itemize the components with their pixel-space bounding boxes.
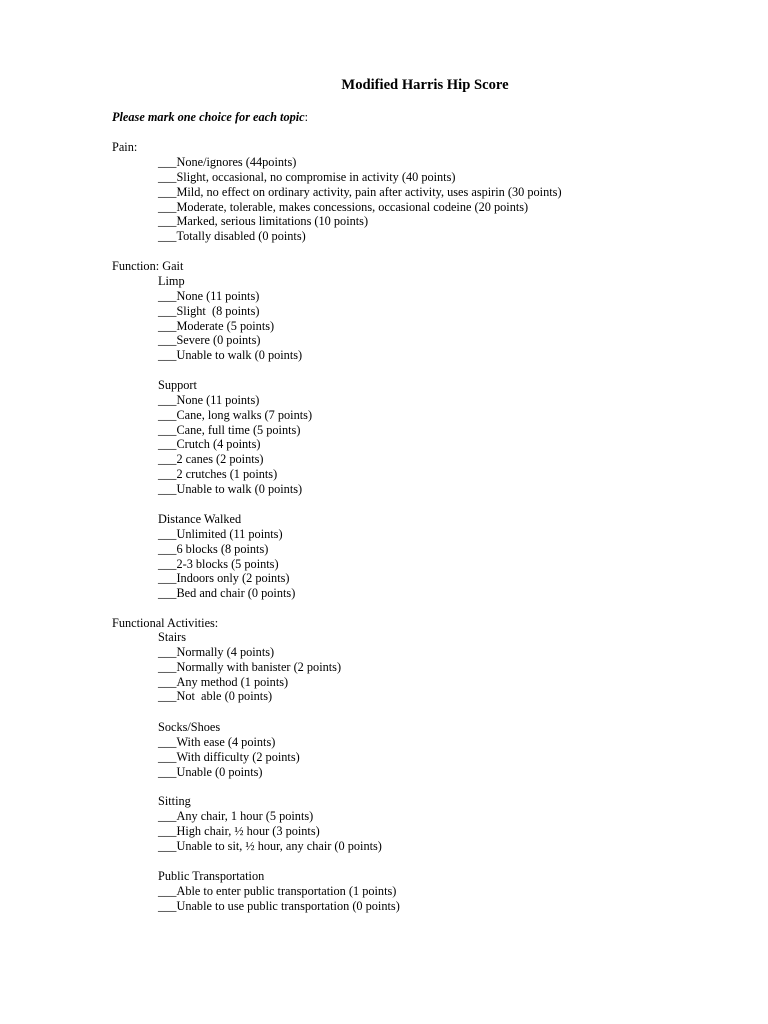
stairs-heading: Stairs: [158, 630, 187, 644]
support-group: [158, 378, 312, 497]
pain-option[interactable]: ___Moderate, tolerable, makes concessions, occasional codeine (20 points): [158, 199, 529, 214]
sitting-option[interactable]: ___Any chair, 1 hour (5 points): [158, 808, 314, 823]
stairs-option[interactable]: ___Normally with banister (2 points): [158, 659, 342, 674]
sitting-group: [158, 794, 382, 853]
stairs-group: [158, 630, 341, 704]
limp-option[interactable]: ___Slight (8 points): [158, 303, 260, 318]
socks-shoes-option[interactable]: ___With difficulty (2 points): [158, 749, 300, 764]
socks-shoes-option[interactable]: ___With ease (4 points): [158, 734, 276, 749]
limp-option[interactable]: ___None (11 points): [158, 288, 260, 303]
instruction-text: [112, 110, 308, 125]
support-option[interactable]: ___None (11 points): [158, 392, 260, 407]
distance-group: [158, 512, 295, 601]
socks-shoes-option[interactable]: ___Unable (0 points): [158, 764, 263, 779]
pain-option[interactable]: ___Marked, serious limitations (10 points): [158, 214, 369, 229]
socks-shoes-group: [158, 720, 300, 779]
stairs-option[interactable]: ___Not able (0 points): [158, 689, 273, 704]
stairs-option[interactable]: ___Any method (1 points): [158, 674, 289, 689]
sitting-heading: Sitting: [158, 794, 191, 808]
limp-group: [158, 274, 302, 363]
pain-options: [158, 155, 562, 244]
pain-option[interactable]: ___Mild, no effect on ordinary activity, pain after activity, uses aspirin (30 points): [158, 184, 562, 199]
pain-option[interactable]: ___Totally disabled (0 points): [158, 229, 306, 244]
support-option[interactable]: ___2 canes (2 points): [158, 452, 264, 467]
distance-option[interactable]: ___Unlimited (11 points): [158, 526, 283, 541]
public-transportation-option[interactable]: ___Unable to use public transportation (0 points): [158, 898, 400, 913]
limp-option[interactable]: ___Severe (0 points): [158, 333, 261, 348]
support-option[interactable]: ___Unable to walk (0 points): [158, 481, 303, 496]
distance-option[interactable]: ___6 blocks (8 points): [158, 541, 269, 556]
public-transportation-option[interactable]: ___Able to enter public transportation (1 points): [158, 883, 397, 898]
distance-option[interactable]: ___Bed and chair (0 points): [158, 586, 296, 601]
support-option[interactable]: ___Cane, full time (5 points): [158, 422, 301, 437]
public-transportation-group: [158, 869, 400, 914]
pain-label: Pain:: [112, 140, 138, 154]
distance-option[interactable]: ___Indoors only (2 points): [158, 571, 290, 586]
limp-heading: Limp: [158, 274, 185, 288]
support-option[interactable]: ___2 crutches (1 points): [158, 467, 278, 482]
page-title: Modified Harris Hip Score: [341, 77, 509, 93]
pain-option[interactable]: ___None/ignores (44points): [158, 155, 297, 169]
functional-activities-label: Functional Activities:: [112, 616, 219, 630]
limp-option[interactable]: ___Unable to walk (0 points): [158, 348, 303, 363]
support-option[interactable]: ___Crutch (4 points): [158, 437, 261, 452]
sitting-option[interactable]: ___Unable to sit, ½ hour, any chair (0 points): [158, 838, 382, 853]
distance-heading: Distance Walked: [158, 512, 242, 526]
sitting-option[interactable]: ___High chair, ½ hour (3 points): [158, 823, 320, 838]
limp-option[interactable]: ___Moderate (5 points): [158, 318, 275, 333]
public-transportation-heading: Public Transportation: [158, 869, 265, 883]
function-gait-label: Function: Gait: [112, 259, 184, 273]
support-heading: Support: [158, 378, 197, 392]
distance-option[interactable]: ___2-3 blocks (5 points): [158, 556, 279, 571]
stairs-option[interactable]: ___Normally (4 points): [158, 644, 275, 659]
socks-shoes-heading: Socks/Shoes: [158, 720, 221, 734]
instruction-colon: :: [304, 110, 309, 124]
pain-option[interactable]: ___Slight, occasional, no compromise in activity (40 points): [158, 169, 456, 184]
support-option[interactable]: ___Cane, long walks (7 points): [158, 407, 313, 422]
instruction-emphasis: Please mark one choice for each topic: [112, 110, 305, 124]
